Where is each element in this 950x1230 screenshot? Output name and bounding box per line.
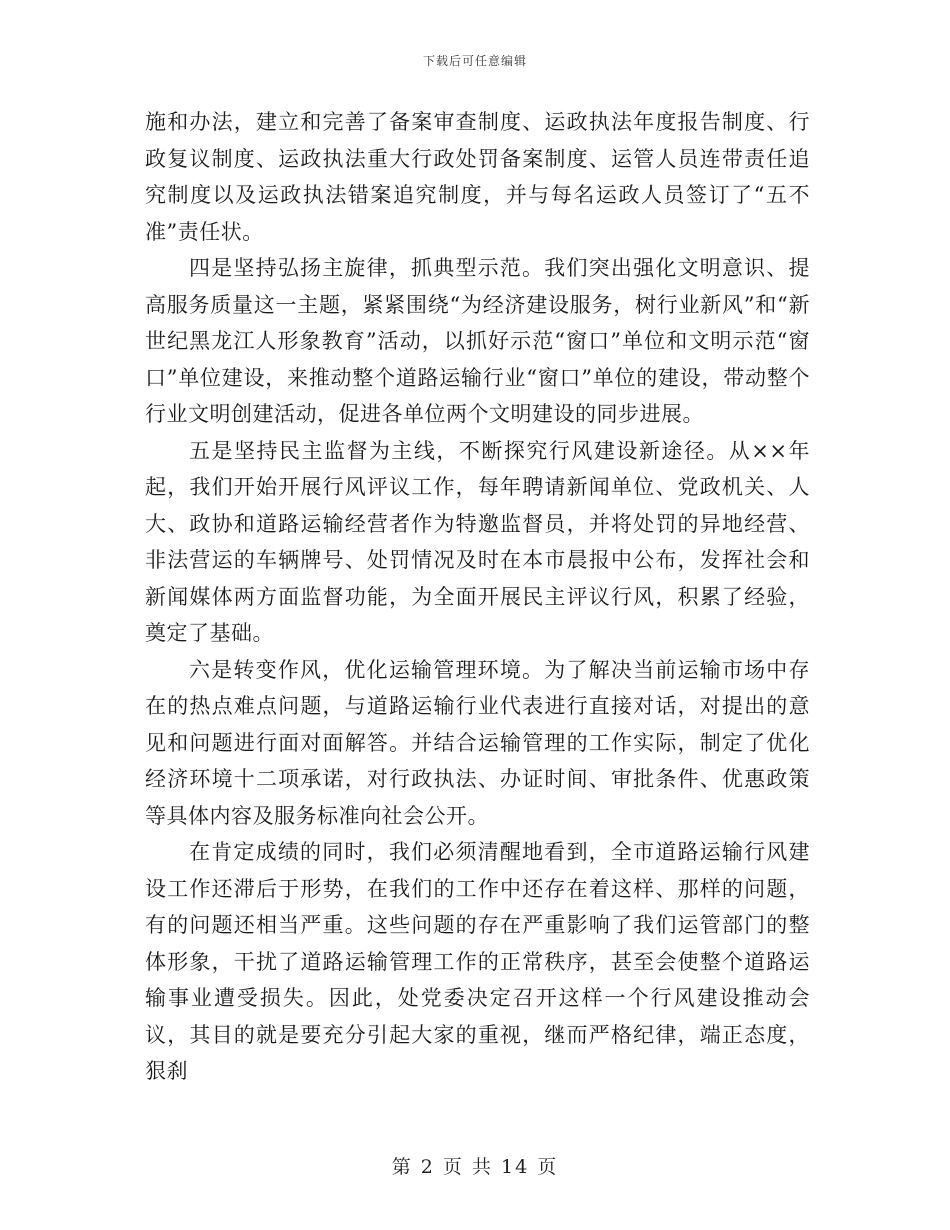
page-header: 下载后可任意编辑 xyxy=(422,54,527,68)
document-body xyxy=(145,104,810,1090)
paragraph-5: 在肯定成绩的同时，我们必须清醒地看到，全市道路运输行风建设工作还滞后于形势，在我们的工作中还存在着这样、那样的问题，有的问题还相当严重。这些问题的存在严重影响了我们运管部门的整体形象，干扰了道路运输管理工作的正常秩序，甚至会使整个道路运输事业遭受损失。因此，处党委决定召开这样一个行风建设推动会议，其目的就是要充分引起大家的重视，继而严格纪律，端正态度，狠刹 xyxy=(145,840,810,1083)
page-number-footer: 第 2 页 共 14 页 xyxy=(391,1156,559,1178)
paragraph-2: 四是坚持弘扬主旋律，抓典型示范。我们突出强化文明意识、提高服务质量这一主题，紧紧围绕“为经济建设服务，树行业新风”和“新世纪黑龙江人形象教育”活动，以抓好示范“窗口”单位和文明示范“窗口”单位建设，来推动整个道路运输行业“窗口”单位的建设，带动整个行业文明创建活动，促进各单位两个文明建设的同步进展。 xyxy=(145,256,810,426)
paragraph-3: 五是坚持民主监督为主线，不断探究行风建设新途径。从××年起，我们开始开展行风评议工作，每年聘请新闻单位、党政机关、人大、政协和道路运输经营者作为特邀监督员，并将处罚的异地经营、非法营运的车辆牌号、处罚情况及时在本市晨报中公布，发挥社会和新闻媒体两方面监督功能，为全面开展民主评议行风，积累了经验，奠定了基础。 xyxy=(145,438,810,645)
paragraph-1: 施和办法，建立和完善了备案审查制度、运政执法年度报告制度、行政复议制度、运政执法重大行政处罚备案制度、运管人员连带责任追究制度以及运政执法错案追究制度，并与每名运政人员签订了“五不准”责任状。 xyxy=(145,110,810,244)
paragraph-4: 六是转变作风，优化运输管理环境。为了解决当前运输市场中存在的热点难点问题，与道路运输行业代表进行直接对话，对提出的意见和问题进行面对面解答。并结合运输管理的工作实际，制定了优化经济环境十二项承诺，对行政执法、办证时间、审批条件、优惠政策等具体内容及服务标准向社会公开。 xyxy=(145,657,810,828)
